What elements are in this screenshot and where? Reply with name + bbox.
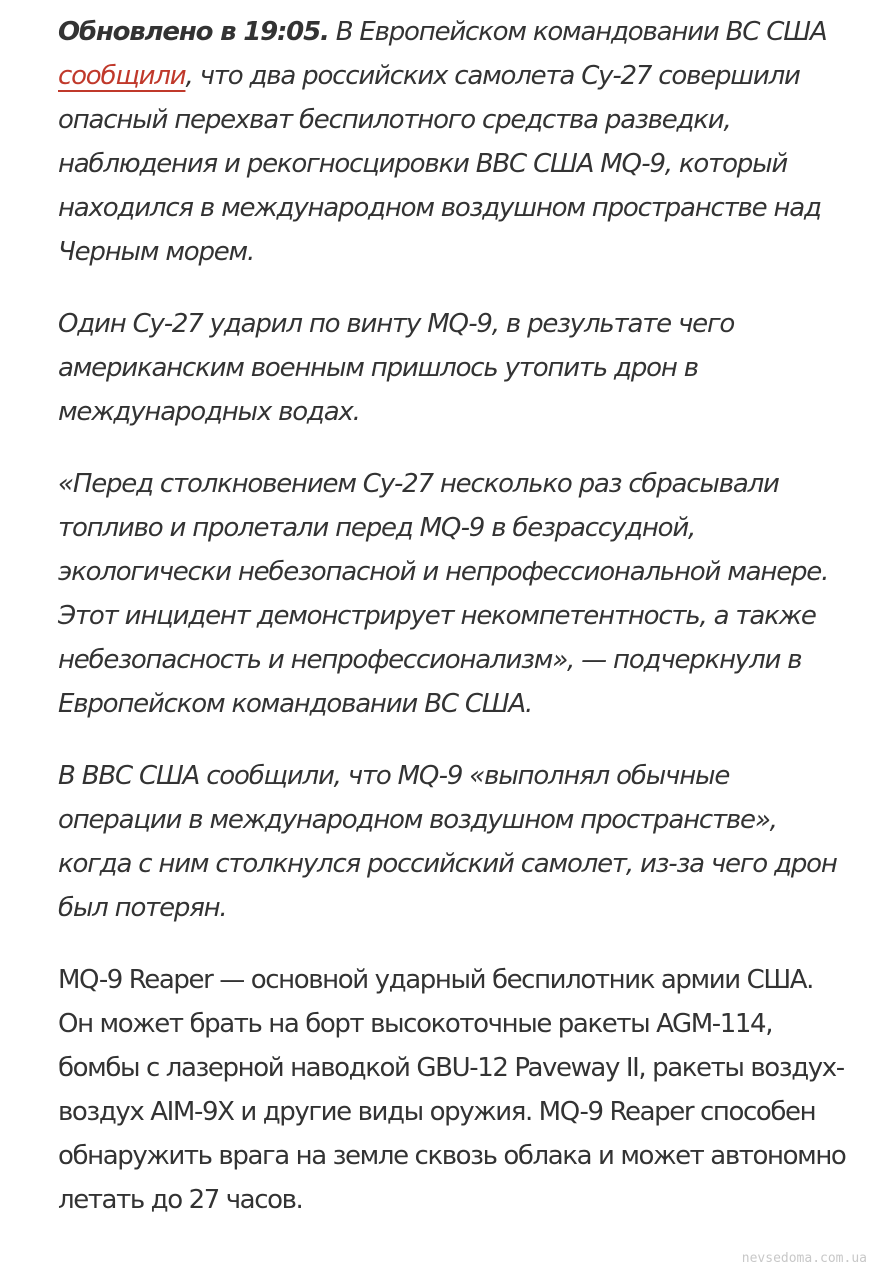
paragraph-update xyxy=(58,10,854,274)
paragraph-quote: «Перед столкновением Су-27 несколько раз сбрасывали топливо и пролетали перед MQ-9 в безрассудной, экологически небезопасной и непрофессиональной манере. Этот инцидент демонстрирует некомпетентность, а также небезопасность и непрофессионализм», — подчеркнули в Европейском командовании ВС США. xyxy=(58,469,829,719)
paragraph-text: , что два российских самолета Су-27 совершили опасный перехват беспилотного средства разведки, наблюдения и рекогносцировки ВВС США MQ-9, который находился в международном воздушном пространстве над Черным морем. xyxy=(58,61,821,267)
paragraph-mq9-description: MQ-9 Reaper — основной ударный беспилотник армии США. Он может брать на борт высокоточные ракеты AGM-114, бомбы с лазерной наводкой GBU-12 Paveway II, ракеты воздух-воздух AIM-9X и другие виды оружия. MQ-9 Reaper способен обнаружить врага на земле сквозь облака и может автономно летать до 27 часов. xyxy=(58,965,846,1215)
article-body xyxy=(58,10,854,1250)
paragraph-usaf-statement: В ВВС США сообщили, что MQ-9 «выполнял обычные операции в международном воздушном пространстве», когда с ним столкнулся российский самолет, из-за чего дрон был потерян. xyxy=(58,761,837,923)
source-link[interactable]: сообщили xyxy=(58,61,186,91)
site-watermark: nevsedoma.com.ua xyxy=(741,1251,867,1266)
paragraph-text: В Европейском командовании ВС США xyxy=(328,17,827,47)
paragraph-collision: Один Су-27 ударил по винту MQ-9, в результате чего американским военным пришлось утопить дрон в международных водах. xyxy=(58,309,735,427)
update-label: Обновлено в 19:05. xyxy=(58,17,329,47)
